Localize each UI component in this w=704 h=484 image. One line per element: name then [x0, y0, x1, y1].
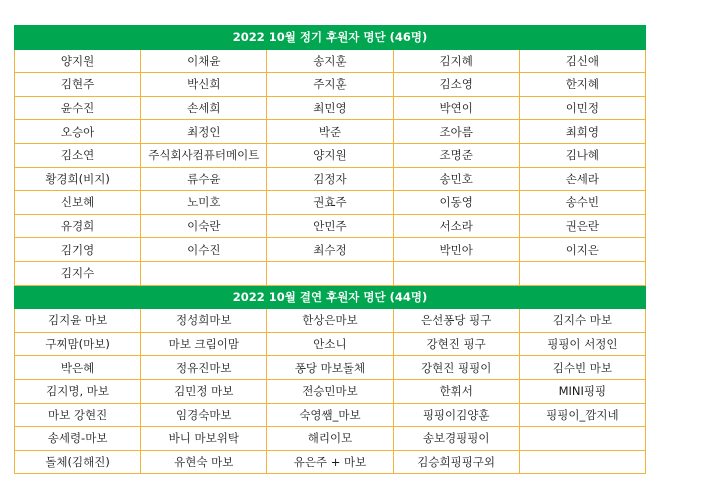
table-row [15, 332, 646, 356]
donor-cell[interactable]: 정성희마보 [141, 309, 267, 333]
donor-cell[interactable]: 권효주 [267, 191, 393, 215]
donor-cell[interactable]: 핑핑이김양훈 [393, 403, 519, 427]
donor-cell[interactable]: 송수빈 [519, 191, 645, 215]
donor-cell[interactable]: 김민정 마보 [141, 379, 267, 403]
donor-cell[interactable]: 정유진마보 [141, 356, 267, 380]
donor-cell[interactable]: 한휘서 [393, 379, 519, 403]
donor-cell[interactable]: 바니 마보위탁 [141, 427, 267, 451]
donor-cell[interactable]: 최희영 [519, 120, 645, 144]
donor-cell[interactable]: 김나혜 [519, 143, 645, 167]
donor-cell[interactable]: 박은혜 [15, 356, 141, 380]
donor-cell[interactable]: 이동영 [393, 191, 519, 215]
donor-cell[interactable]: 김현주 [15, 73, 141, 97]
donor-cell[interactable]: 주지훈 [267, 73, 393, 97]
donor-cell[interactable]: 양지원 [267, 143, 393, 167]
donor-cell[interactable]: 은선퐁당 핑구 [393, 309, 519, 333]
donor-table-body [15, 26, 646, 474]
donor-cell[interactable]: 이민정 [519, 96, 645, 120]
table-row [15, 238, 646, 262]
donor-cell[interactable]: 김정자 [267, 167, 393, 191]
donor-cell[interactable]: 이채윤 [141, 49, 267, 73]
donor-cell[interactable]: 손세라 [519, 167, 645, 191]
table-row [15, 309, 646, 333]
donor-cell[interactable]: 유은주 + 마보 [267, 450, 393, 474]
donor-cell[interactable]: 김신애 [519, 49, 645, 73]
donor-cell[interactable]: 마보 강현진 [15, 403, 141, 427]
table-row [15, 143, 646, 167]
donor-cell[interactable]: 송세령-마보 [15, 427, 141, 451]
donor-cell[interactable]: 노미호 [141, 191, 267, 215]
donor-cell[interactable]: 박신희 [141, 73, 267, 97]
donor-cell[interactable]: 박준 [267, 120, 393, 144]
donor-cell[interactable]: 양지원 [15, 49, 141, 73]
donor-cell[interactable]: 송보경핑핑이 [393, 427, 519, 451]
donor-cell[interactable]: 주식회사컴퓨터메이트 [141, 143, 267, 167]
donor-cell[interactable]: 김소연 [15, 143, 141, 167]
donor-cell[interactable]: 안민주 [267, 214, 393, 238]
donor-cell[interactable]: 구찌맘(마보) [15, 332, 141, 356]
donor-cell[interactable]: 조아름 [393, 120, 519, 144]
donor-cell[interactable]: 강현진 핑구 [393, 332, 519, 356]
donor-list-sheet [14, 25, 646, 474]
donor-cell[interactable]: 유경희 [15, 214, 141, 238]
donor-cell[interactable]: 김지혜 [393, 49, 519, 73]
section-header-row [15, 26, 646, 50]
donor-cell[interactable]: 신보혜 [15, 191, 141, 215]
donor-cell[interactable]: 박연이 [393, 96, 519, 120]
donor-cell[interactable]: 최정인 [141, 120, 267, 144]
donor-cell[interactable]: 송민호 [393, 167, 519, 191]
donor-cell[interactable]: 김소영 [393, 73, 519, 97]
donor-cell[interactable]: 김지명, 마보 [15, 379, 141, 403]
donor-cell[interactable]: 서소라 [393, 214, 519, 238]
donor-cell[interactable]: 이수진 [141, 238, 267, 262]
donor-cell[interactable]: 핑핑이 서정인 [519, 332, 645, 356]
donor-cell[interactable]: 해리이모 [267, 427, 393, 451]
table-row [15, 191, 646, 215]
section-title[interactable]: 2022 10월 결연 후원자 명단 (44명) [15, 285, 646, 309]
donor-cell[interactable]: 최민영 [267, 96, 393, 120]
donor-cell[interactable] [519, 450, 645, 474]
table-row [15, 403, 646, 427]
donor-cell[interactable]: 송지훈 [267, 49, 393, 73]
donor-cell[interactable]: 김지윤 마보 [15, 309, 141, 333]
donor-cell[interactable]: 류수윤 [141, 167, 267, 191]
donor-cell[interactable]: 최수정 [267, 238, 393, 262]
donor-cell[interactable]: 전승민마보 [267, 379, 393, 403]
table-row [15, 96, 646, 120]
table-row [15, 214, 646, 238]
donor-cell[interactable]: 핑핑이_깜지네 [519, 403, 645, 427]
donor-cell[interactable]: 황경희(비지) [15, 167, 141, 191]
donor-cell[interactable] [519, 261, 645, 285]
donor-cell[interactable] [519, 427, 645, 451]
donor-cell[interactable] [267, 261, 393, 285]
donor-cell[interactable]: 마보 크림이맘 [141, 332, 267, 356]
donor-cell[interactable]: 김승희핑핑구외 [393, 450, 519, 474]
donor-cell[interactable]: 김기영 [15, 238, 141, 262]
donor-cell[interactable]: 안소니 [267, 332, 393, 356]
donor-cell[interactable]: MINI핑핑 [519, 379, 645, 403]
donor-cell[interactable]: 김수빈 마보 [519, 356, 645, 380]
donor-cell[interactable]: 윤수진 [15, 96, 141, 120]
table-row [15, 49, 646, 73]
donor-cell[interactable]: 박민아 [393, 238, 519, 262]
donor-cell[interactable]: 한상은마보 [267, 309, 393, 333]
donor-cell[interactable]: 유현숙 마보 [141, 450, 267, 474]
donor-cell[interactable]: 오승아 [15, 120, 141, 144]
table-row [15, 450, 646, 474]
table-row [15, 120, 646, 144]
donor-cell[interactable]: 강현진 핑핑이 [393, 356, 519, 380]
donor-cell[interactable]: 이숙란 [141, 214, 267, 238]
section-header-row [15, 285, 646, 309]
donor-cell[interactable]: 김지수 [15, 261, 141, 285]
donor-cell[interactable]: 권은란 [519, 214, 645, 238]
donor-cell[interactable]: 돌체(김해진) [15, 450, 141, 474]
donor-cell[interactable]: 임경숙마보 [141, 403, 267, 427]
donor-cell[interactable]: 손세희 [141, 96, 267, 120]
table-row [15, 379, 646, 403]
donor-cell[interactable]: 한지혜 [519, 73, 645, 97]
donor-cell[interactable]: 조명준 [393, 143, 519, 167]
table-row [15, 73, 646, 97]
donor-cell[interactable]: 이지은 [519, 238, 645, 262]
donor-cell[interactable] [141, 261, 267, 285]
table-row [15, 261, 646, 285]
table-row [15, 427, 646, 451]
donor-cell[interactable] [393, 261, 519, 285]
donor-cell[interactable]: 퐁당 마보돌체 [267, 356, 393, 380]
section-title[interactable]: 2022 10월 정기 후원자 명단 (46명) [15, 26, 646, 50]
donor-cell[interactable]: 김지수 마보 [519, 309, 645, 333]
table-row [15, 356, 646, 380]
table-row [15, 167, 646, 191]
donor-table [14, 25, 646, 474]
donor-cell[interactable]: 숙영쌤_마보 [267, 403, 393, 427]
